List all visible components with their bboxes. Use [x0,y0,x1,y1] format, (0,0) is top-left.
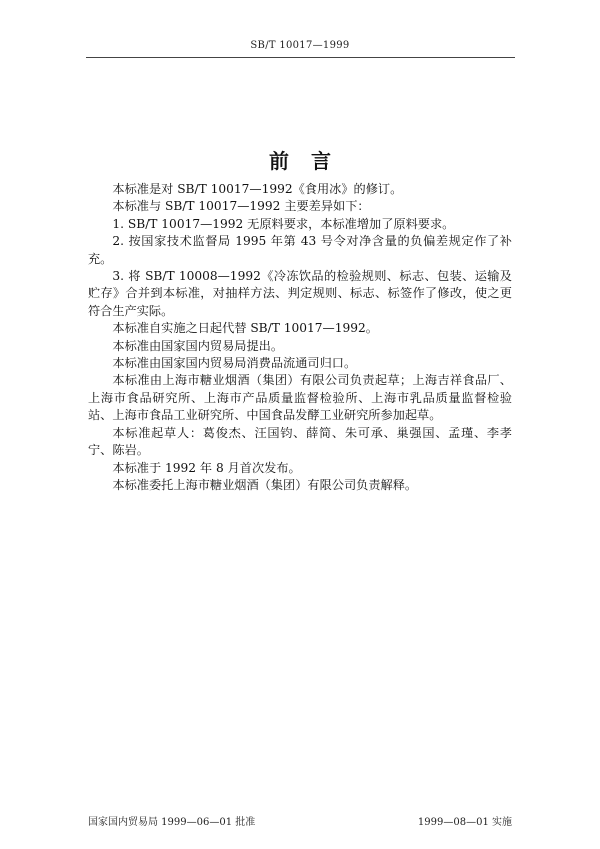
implementation-date: 1999—08—01 实施 [417,817,512,828]
page-title: 前言 [269,149,353,173]
paragraph-differences-intro: 本标准与 SB/T 10017—1992 主要差异如下： [112,199,370,214]
header-rule [86,57,515,58]
foreword-body [88,181,512,494]
paragraph-proposed-by: 本标准由国家国内贸易局提出。 [112,338,284,353]
paragraph-difference-3: 3. 将 SB/T 10008—1992《冷冻饮品的检验规则、标志、包装、运输及贮存》合并到本标准，对抽样方法、判定规则、标志、标签作了修改，使之更符合生产实际。 [88,269,512,318]
paragraph-difference-2: 2. 按国家技术监督局 1995 年第 43 号令对净含量的负偏差规定作了补充。 [88,234,512,266]
paragraph-first-issued: 本标准于 1992 年 8 月首次发布。 [112,460,301,475]
paragraph-drafters: 本标准起草人：葛俊杰、汪国钧、薛简、朱可承、巢强国、孟瑾、李孝宁、陈岩。 [88,425,512,458]
paragraph-centralized-by: 本标准由国家国内贸易局消费品流通司归口。 [112,356,357,371]
standard-code-header: SB/T 10017—1999 [250,40,350,51]
paragraph-interpretation: 本标准委托上海市糖业烟酒（集团）有限公司负责解释。 [112,477,418,492]
approval-date: 国家国内贸易局 1999—06—01 批准 [88,817,256,828]
paragraph-revision: 本标准是对 SB/T 10017—1992《食用冰》的修订。 [112,182,403,196]
paragraph-replaces: 本标准自实施之日起代替 SB/T 10017—1992。 [112,321,378,336]
paragraph-difference-1: 1. SB/T 10017—1992 无原料要求，本标准增加了原料要求。 [112,216,455,231]
paragraph-drafting-units: 本标准由上海市糖业烟酒（集团）有限公司负责起草；上海吉祥食品厂、上海市食品研究所、上海市产品质量监督检验所、上海市乳品质量监督检验站、上海市食品工业研究所、中国食品发酵工业研究所参加起草。 [88,373,512,423]
